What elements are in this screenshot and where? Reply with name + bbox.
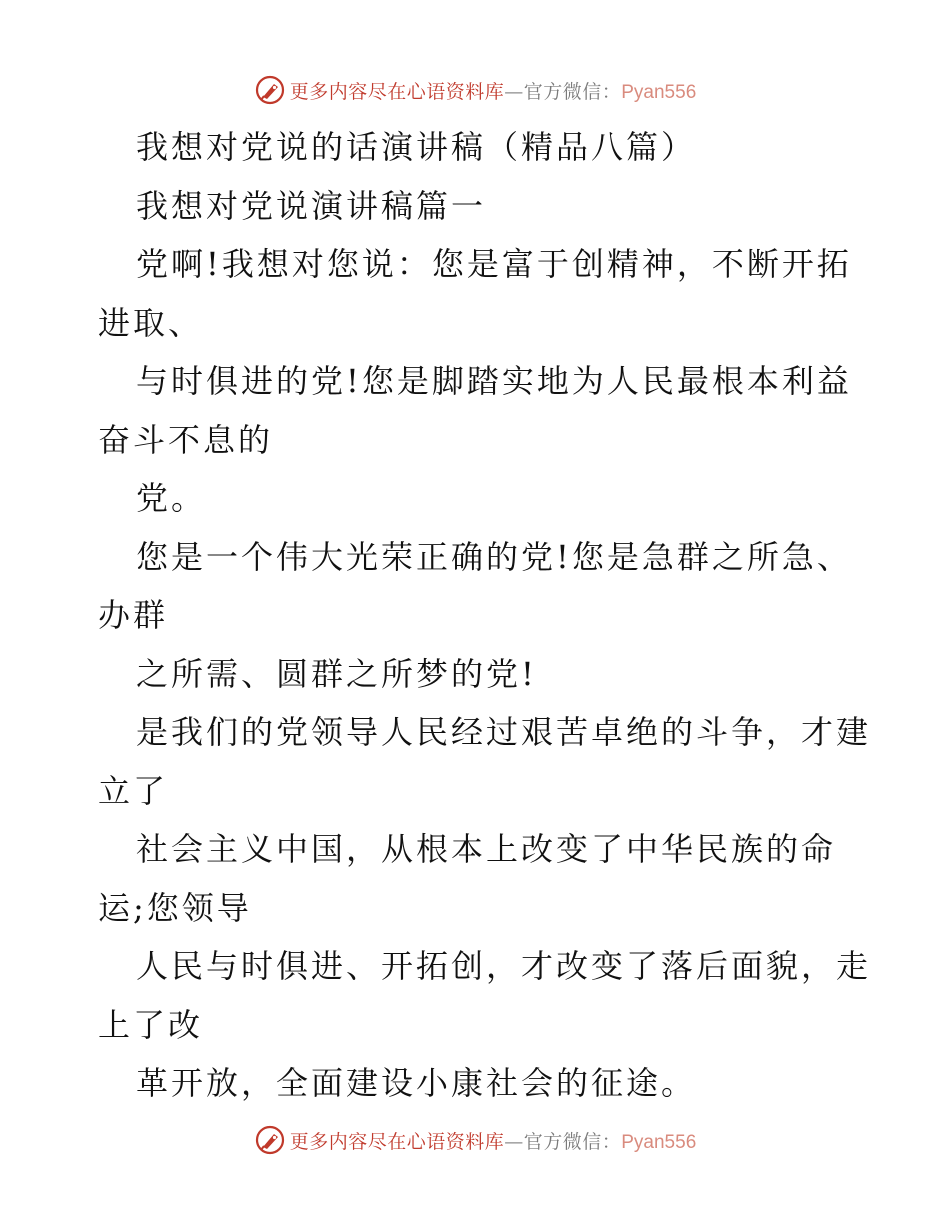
header-dash: — <box>504 80 524 103</box>
paragraph-line: 人民与时俱进、开拓创，才改变了落后面貌，走 <box>136 947 872 985</box>
header-banner <box>0 70 950 110</box>
paragraph-line: 您是一个伟大光荣正确的党!您是急群之所急、 <box>136 537 852 576</box>
paragraph-line: 社会主义中国，从根本上改变了中华民族的命 <box>136 830 837 868</box>
footer-wechat-label: 官方微信： <box>523 1130 622 1153</box>
document-body <box>98 118 888 1113</box>
paragraph-line: 立了 <box>98 771 169 810</box>
header-banner-text <box>290 77 697 104</box>
footer-wechat-id: Pyan556 <box>621 1131 697 1153</box>
footer-dash: — <box>504 1130 524 1153</box>
paragraph-line: 与时俱进的党!您是脚踏实地为人民最根本利益 <box>136 362 852 400</box>
header-banner-inner <box>254 74 697 106</box>
footer-banner-text <box>290 1127 697 1154</box>
paragraph-line: 是我们的党领导人民经过艰苦卓绝的斗争，才建 <box>136 713 872 751</box>
paragraph-line: 党。 <box>136 479 207 517</box>
paragraph-line: 办群 <box>98 596 169 634</box>
header-wechat-id: Pyan556 <box>621 81 697 103</box>
footer-banner <box>0 1120 950 1160</box>
pen-nib-logo-icon <box>254 74 286 106</box>
paragraph-line: 奋斗不息的 <box>98 420 274 459</box>
header-brand: 更多内容尽在心语资料库 <box>289 80 505 103</box>
header-wechat-label: 官方微信： <box>523 80 622 103</box>
paragraph-line: 革开放，全面建设小康社会的征途。 <box>136 1064 697 1102</box>
footer-brand: 更多内容尽在心语资料库 <box>289 1130 505 1153</box>
paragraph-line: 党啊!我想对您说：您是富于创精神，不断开拓 <box>136 245 852 283</box>
paragraph-line: 运;您领导 <box>98 888 252 927</box>
section-heading: 我想对党说演讲稿篇一 <box>136 186 487 225</box>
paragraph-line: 之所需、圆群之所梦的党! <box>136 654 537 693</box>
paragraph-line: 进取、 <box>98 303 204 342</box>
paragraph-line: 上了改 <box>98 1005 204 1044</box>
document-title: 我想对党说的话演讲稿（精品八篇） <box>136 128 697 166</box>
footer-banner-inner <box>254 1124 697 1156</box>
pen-nib-logo-icon <box>254 1124 286 1156</box>
